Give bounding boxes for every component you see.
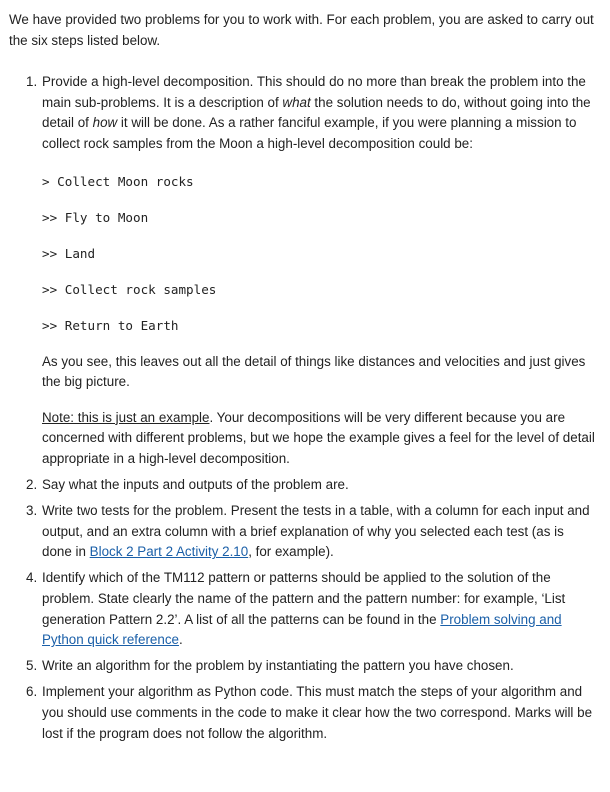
activity-link[interactable]: Block 2 Part 2 Activity 2.10 bbox=[89, 544, 249, 560]
emphasis-how: how bbox=[92, 115, 118, 131]
step-5 bbox=[42, 656, 596, 677]
step-3-text: Write two tests for the problem. Present the tests in a table, with a column for each input and output, and an extra column with a brief explanation of why you selected each test (as is done in Block 2 Part 2 Activity 2.10, for example). bbox=[42, 503, 590, 560]
intro-paragraph: We have provided two problems for you to work with. For each problem, you are asked to carry out the six steps listed below. bbox=[9, 12, 594, 48]
step-5-text: Write an algorithm for the problem by instantiating the pattern you have chosen. bbox=[42, 658, 514, 674]
step-1-text: Provide a high-level decomposition. This should do no more than break the problem into the main sub-problems. It is a description of what the solution needs to do, without going into the detail of how it will be done. As a rather fanciful example, if you were planning a mission to collect rock samples from the Moon a high-level decomposition could be: bbox=[42, 74, 591, 151]
code-line: >> Land bbox=[42, 245, 96, 261]
code-line: >> Collect rock samples bbox=[42, 281, 217, 297]
emphasis-what: what bbox=[282, 94, 311, 110]
step-6 bbox=[42, 682, 596, 744]
step-4-text: Identify which of the TM112 pattern or patterns should be applied to the solution of the problem. State clearly the name of the pattern and the pattern number: for example, ‘List generation Pattern 2.2’. A list of all the patterns can be found in the Problem solving and Python quick reference. bbox=[42, 570, 566, 648]
steps-list bbox=[9, 72, 596, 744]
code-line: >> Return to Earth bbox=[42, 317, 179, 333]
step-2 bbox=[42, 475, 596, 496]
step-1 bbox=[42, 72, 596, 469]
step-4 bbox=[42, 568, 596, 650]
note-paragraph: Note: this is just an example. Your decompositions will be very different because you are concerned with different problems, but we hope the example gives a feel for the level of detail appropriate in a high-level decomposition. bbox=[42, 409, 595, 466]
code-line: >> Fly to Moon bbox=[42, 209, 149, 225]
code-line: > Collect Moon rocks bbox=[42, 173, 194, 189]
step-6-text: Implement your algorithm as Python code. This must match the steps of your algorithm and you should use comments in the code to make it clear how the two correspond. Marks will be lost if the program does not follow the algorithm. bbox=[42, 684, 593, 741]
step-3 bbox=[42, 501, 596, 563]
big-picture-paragraph: As you see, this leaves out all the detail of things like distances and velocities and just gives the big picture. bbox=[42, 353, 586, 390]
step-2-text: Say what the inputs and outputs of the problem are. bbox=[42, 477, 349, 493]
note-label: Note: this is just an example bbox=[42, 409, 210, 425]
quick-reference-link[interactable]: Problem solving and Python quick reference bbox=[42, 611, 562, 648]
